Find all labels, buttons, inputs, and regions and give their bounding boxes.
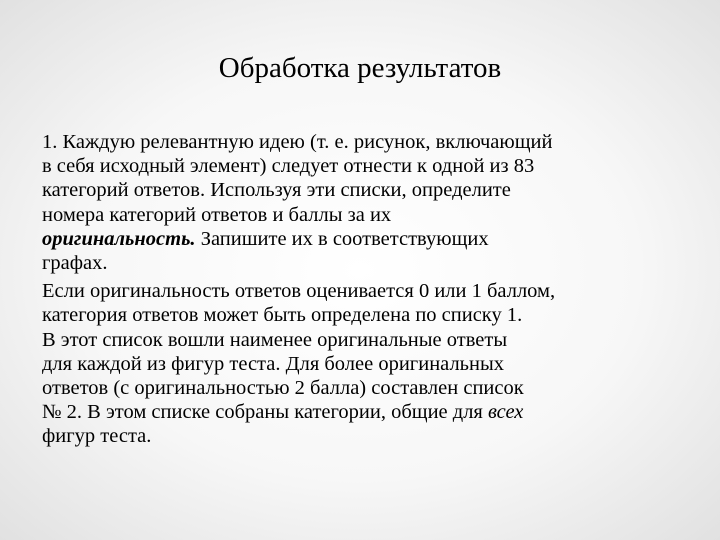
text-run: Запишите их в соответствующих [195,227,489,250]
text-line [42,352,690,376]
text-line [42,328,690,352]
text-line [42,400,690,424]
text-run: категорий ответов. Используя эти списки, определите [42,179,511,202]
text-line [42,303,690,327]
text-run: для каждой из фигур теста. Для более оригинальных [42,352,505,375]
text-line [42,130,690,154]
text-line [42,178,690,202]
text-run: № 2. В этом списке собраны категории, общие для [42,401,488,424]
text-run: ответов (с оригинальностью 2 балла) составлен список [42,377,524,400]
text-line [42,203,690,227]
text-run: номера категорий ответов и баллы за их [42,203,392,226]
text-run: фигур теста. [42,425,152,448]
emphasis-all: всех [487,401,524,424]
text-run: в себя исходный элемент) следует отнести к одной из 83 [42,155,535,178]
text-line [42,251,690,275]
text-line [42,279,690,303]
text-run: 1. Каждую релевантную идею (т. е. рисунок, включающий [42,131,553,153]
paragraph-scoring-step-1 [42,130,690,275]
slide-body [42,130,690,449]
paragraph-scoring-lists [42,279,690,448]
text-line [42,424,690,448]
text-line [42,154,690,178]
text-line [42,227,690,251]
text-run: графах. [42,252,108,275]
text-run: Если оригинальность ответов оценивается 0 или 1 баллом, [42,280,556,303]
emphasis-originality: оригинальность. [42,227,196,250]
slide-title: Обработка результатов [218,52,502,84]
text-line [42,376,690,400]
text-run: В этот список вошли наименее оригинальные ответы [42,328,508,351]
text-run: категория ответов может быть определена по списку 1. [42,304,523,327]
